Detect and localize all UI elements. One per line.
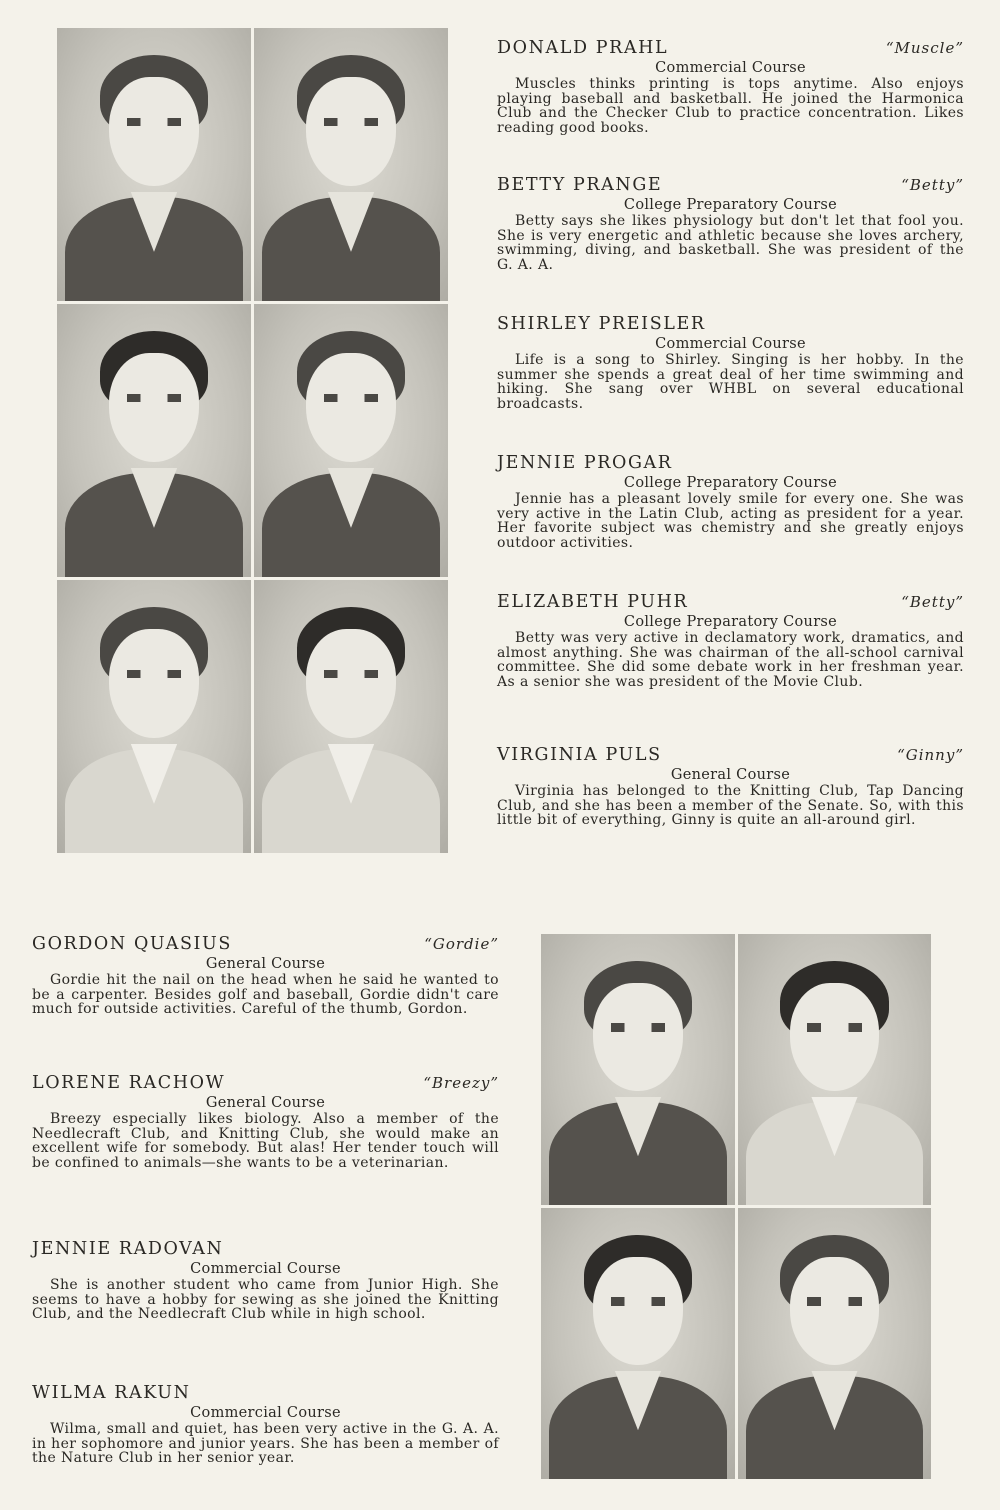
student-course: General Course — [205, 956, 326, 972]
student-bio: Wilma, small and quiet, has been very active in the G. A. A. in her sophomore and junior years. She has been a member of the Nature Club in her senior year. — [32, 1421, 499, 1466]
student-bio: Life is a song to Shirley. Singing is her hobby. In the summer she spends a great deal of her time swimming and hiking. She sang over WHBL on several educational broadcasts. — [497, 352, 964, 412]
student-entry — [497, 745, 964, 828]
portrait-photo — [541, 1208, 735, 1479]
student-nickname: “Muscle” — [885, 39, 964, 57]
student-bio: Jennie has a pleasant lovely smile for every one. She was very active in the Latin Club, acting as president for a year. Her favorite subject was chemistry and she greatly enjoys outdoor activities. — [497, 491, 964, 551]
student-course: Commercial Course — [190, 1405, 341, 1421]
student-bio: Virginia has belonged to the Knitting Club, Tap Dancing Club, and she has been a member of the Senate. So, with this little bit of everything, Ginny is quite an all-around girl. — [497, 783, 964, 828]
student-entry — [32, 1383, 499, 1466]
student-course: Commercial Course — [655, 336, 806, 352]
student-nickname: “Gordie” — [424, 935, 499, 953]
portrait-photo — [57, 28, 251, 301]
student-nickname: “Betty” — [901, 176, 964, 194]
student-name: LORENE RACHOW — [32, 1073, 226, 1093]
student-name: BETTY PRANGE — [497, 175, 663, 195]
student-bio: Breezy especially likes biology. Also a member of the Needlecraft Club, and Knitting Club, she would make an excellent wife for somebody. But alas! Her tender touch will be confined to animals—she wants to be a veterinarian. — [32, 1111, 499, 1171]
student-bio: Betty was very active in declamatory work, dramatics, and almost anything. She was chairman of the all-school carnival committee. She did some debate work in her freshman year. As a senior she was president of the Movie Club. — [497, 630, 964, 690]
student-entry — [497, 314, 964, 411]
student-name: JENNIE PROGAR — [497, 453, 673, 473]
student-course: College Preparatory Course — [623, 197, 838, 213]
student-bio: Muscles thinks printing is tops anytime. Also enjoys playing baseball and basketball. He joined the Harmonica Club and the Checker Club to practice concentration. Likes reading good books. — [497, 76, 964, 136]
student-entry — [497, 453, 964, 550]
student-course: College Preparatory Course — [623, 475, 838, 491]
student-course: Commercial Course — [655, 60, 806, 76]
student-name: GORDON QUASIUS — [32, 934, 232, 954]
student-entry — [32, 1239, 499, 1322]
student-entry — [497, 592, 964, 689]
portrait-photo — [254, 580, 448, 853]
student-name: DONALD PRAHL — [497, 38, 669, 58]
photo-grid-bottom — [541, 934, 931, 1479]
portrait-photo — [738, 934, 931, 1205]
portrait-photo — [254, 28, 448, 301]
portrait-photo — [541, 934, 735, 1205]
student-name: JENNIE RADOVAN — [32, 1239, 224, 1259]
student-bio: She is another student who came from Junior High. She seems to have a hobby for sewing as she joined the Knitting Club, and the Needlecraft Club while in high school. — [32, 1277, 499, 1322]
student-name: ELIZABETH PUHR — [497, 592, 689, 612]
student-name: VIRGINIA PULS — [497, 745, 662, 765]
photo-grid-top — [57, 28, 448, 853]
student-course: College Preparatory Course — [623, 614, 838, 630]
student-name: SHIRLEY PREISLER — [497, 314, 706, 334]
student-course: Commercial Course — [190, 1261, 341, 1277]
student-entry — [32, 934, 499, 1017]
student-nickname: “Breezy” — [423, 1074, 499, 1092]
portrait-photo — [254, 304, 448, 577]
student-course: General Course — [205, 1095, 326, 1111]
student-bio: Betty says she likes physiology but don't let that fool you. She is very energetic and athletic because she loves archery, swimming, diving, and basketball. She was president of the G. A. A. — [497, 213, 964, 273]
portrait-photo — [738, 1208, 931, 1479]
student-entry — [32, 1073, 499, 1170]
portrait-photo — [57, 304, 251, 577]
student-nickname: “Betty” — [901, 593, 964, 611]
portrait-photo — [57, 580, 251, 853]
student-entry — [497, 38, 964, 135]
student-nickname: “Ginny” — [897, 746, 964, 764]
student-course: General Course — [670, 767, 791, 783]
student-entry — [497, 175, 964, 272]
student-name: WILMA RAKUN — [32, 1383, 191, 1403]
student-bio: Gordie hit the nail on the head when he said he wanted to be a carpenter. Besides golf and baseball, Gordie didn't care much for outside activities. Careful of the thumb, Gordon. — [32, 972, 499, 1017]
